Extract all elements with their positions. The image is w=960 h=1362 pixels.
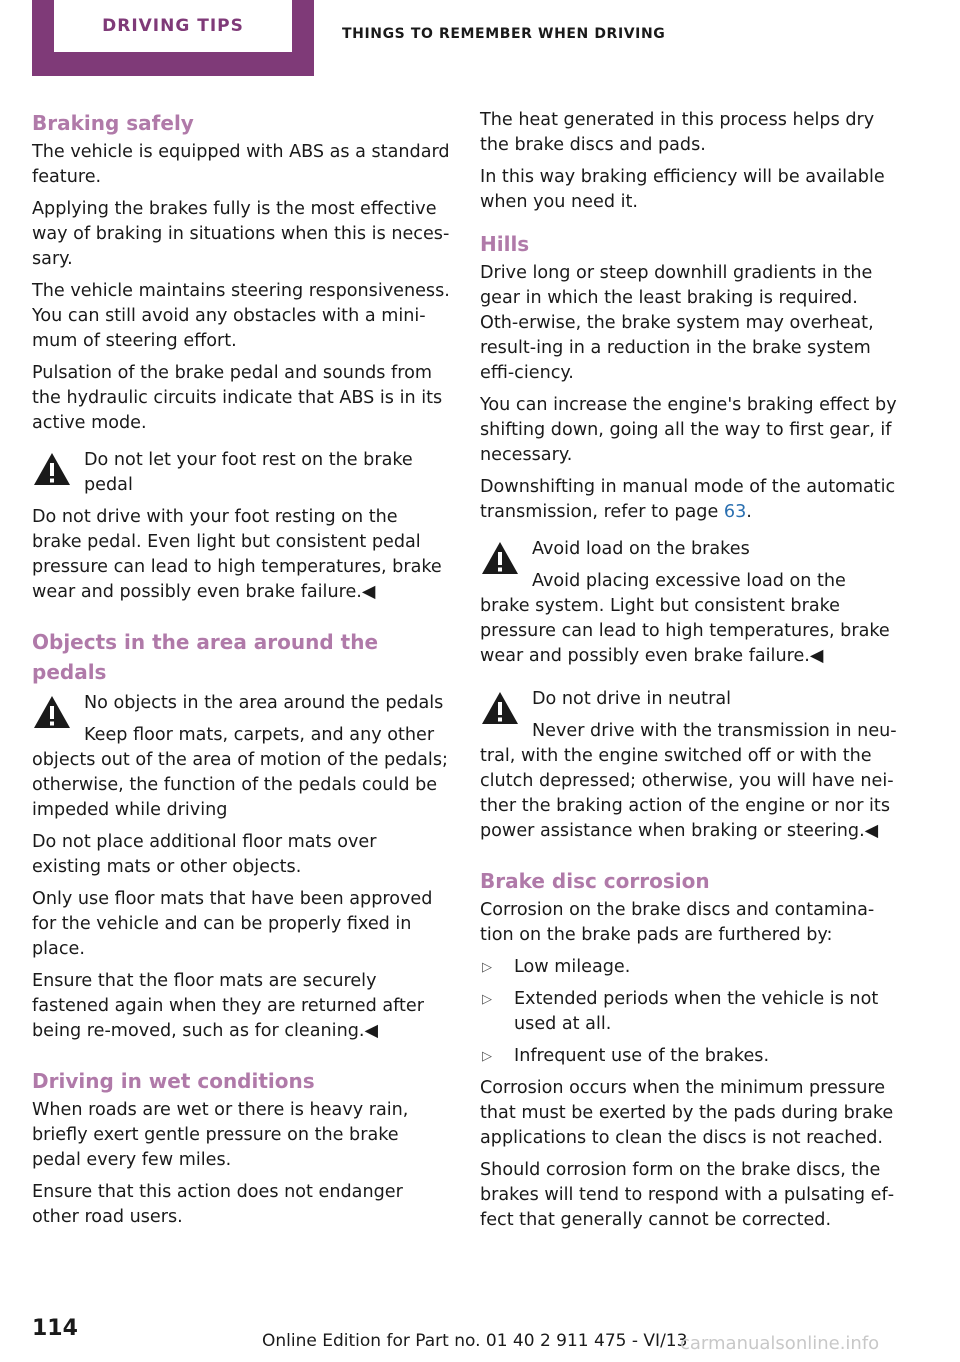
paragraph: The vehicle maintains steering responsiveness. You can still avoid any obstacles with a mini‐mum of steering effort. bbox=[32, 281, 450, 351]
bullet-list bbox=[480, 955, 898, 1069]
warning-title: Do not drive in neutral bbox=[532, 689, 731, 709]
list-item-text: Infrequent use of the brakes. bbox=[514, 1046, 770, 1066]
warning-triangle-icon bbox=[32, 451, 72, 487]
section-title: THINGS TO REMEMBER WHEN DRIVING bbox=[342, 26, 666, 42]
warning-triangle-icon bbox=[32, 694, 72, 730]
warning-foot-on-brake bbox=[32, 448, 450, 498]
reference-end: . bbox=[746, 502, 752, 522]
paragraph: The vehicle is equipped with ABS as a standard feature. bbox=[32, 142, 450, 187]
list-item bbox=[480, 1044, 898, 1069]
page-link[interactable]: 63 bbox=[723, 502, 747, 522]
paragraph: When roads are wet or there is heavy rain, briefly exert gentle pressure on the brake pedal every few miles. bbox=[32, 1100, 409, 1170]
heading-wet-conditions: Driving in wet conditions bbox=[32, 1069, 315, 1093]
chapter-title: DRIVING TIPS bbox=[102, 16, 244, 36]
left-column bbox=[32, 108, 450, 1237]
paragraph: Should corrosion form on the brake discs, the brakes will tend to respond with a pulsating ef‐fect that generally cannot be corrected. bbox=[480, 1160, 895, 1230]
paragraph: Corrosion on the brake discs and contamina‐tion on the brake pads are furthered by: bbox=[480, 900, 875, 945]
paragraph: Pulsation of the brake pedal and sounds from the hydraulic circuits indicate that ABS is in its active mode. bbox=[32, 363, 443, 433]
list-item bbox=[480, 987, 898, 1037]
page-number: 114 bbox=[32, 1316, 78, 1341]
chapter-tab-inner bbox=[54, 0, 292, 52]
paragraph: In this way braking efficiency will be available when you need it. bbox=[480, 167, 885, 212]
warning-body: Keep floor mats, carpets, and any other objects out of the area of motion of the pedals; otherwise, the function of the pedals could be impeded while driving bbox=[32, 725, 448, 820]
bullet-triangle-icon: ▷ bbox=[482, 960, 492, 975]
heading-braking-safely: Braking safely bbox=[32, 111, 194, 135]
warning-title: No objects in the area around the pedals bbox=[84, 693, 444, 713]
paragraph: Drive long or steep downhill gradients in the gear in which the least braking is required. Oth‐erwise, the brake system may overheat, result‐ing in a reduction in the brake system effi‐ciency. bbox=[480, 263, 874, 383]
bullet-triangle-icon: ▷ bbox=[482, 1049, 492, 1064]
warning-body: Never drive with the transmission in neu‐tral, with the engine switched off or with the clutch depressed; otherwise, you will have nei‐ther the braking action of the engine or nor its power assistance when braking or steering.◀ bbox=[480, 721, 897, 841]
heading-hills: Hills bbox=[480, 232, 530, 256]
bullet-triangle-icon: ▷ bbox=[482, 992, 492, 1007]
warning-body: Do not drive with your foot resting on the brake pedal. Even light but consistent pedal pressure can lead to high temperatures, brake wear and possibly even brake failure.◀ bbox=[32, 507, 442, 602]
watermark: carmanualsonline.info bbox=[680, 1333, 880, 1354]
warning-neutral bbox=[480, 687, 898, 712]
heading-objects-pedals: Objects in the area around the pedals bbox=[32, 630, 379, 684]
paragraph: You can increase the engine's braking effect by shifting down, going all the way to first gear, if necessary. bbox=[480, 395, 897, 465]
list-item bbox=[480, 955, 898, 980]
warning-title: Avoid load on the brakes bbox=[532, 539, 750, 559]
paragraph: Only use floor mats that have been approved for the vehicle and can be properly fixed in place. bbox=[32, 889, 433, 959]
paragraph: Corrosion occurs when the minimum pressure that must be exerted by the pads during brake applications to clean the discs is not reached. bbox=[480, 1078, 894, 1148]
warning-title: Do not let your foot rest on the brake pedal bbox=[84, 450, 413, 495]
paragraph: Applying the brakes fully is the most effective way of braking in situations when this is neces‐sary. bbox=[32, 199, 450, 269]
heading-brake-disc-corrosion: Brake disc corrosion bbox=[480, 869, 710, 893]
right-column bbox=[480, 108, 898, 1240]
reference-text: Downshifting in manual mode of the automatic transmission, refer to page bbox=[480, 477, 896, 522]
chapter-tab bbox=[32, 0, 314, 76]
warning-body: Avoid placing excessive load on the brake system. Light but consistent brake pressure can lead to high temperatures, brake wear and possibly even brake failure.◀ bbox=[480, 571, 890, 666]
warning-objects-pedals bbox=[32, 691, 450, 716]
paragraph-page-reference bbox=[480, 475, 898, 525]
list-item-text: Low mileage. bbox=[514, 957, 631, 977]
warning-load-brakes bbox=[480, 537, 898, 562]
paragraph: Do not place additional floor mats over existing mats or other objects. bbox=[32, 832, 377, 877]
warning-triangle-icon bbox=[480, 540, 520, 576]
list-item-text: Extended periods when the vehicle is not used at all. bbox=[514, 989, 879, 1034]
edition-note: Online Edition for Part no. 01 40 2 911 475 - VI/13 bbox=[262, 1331, 688, 1351]
paragraph: Ensure that this action does not endanger other road users. bbox=[32, 1182, 403, 1227]
paragraph: The heat generated in this process helps dry the brake discs and pads. bbox=[480, 110, 875, 155]
warning-triangle-icon bbox=[480, 690, 520, 726]
paragraph: Ensure that the floor mats are securely fastened again when they are returned after being re‐moved, such as for cleaning.◀ bbox=[32, 971, 424, 1041]
